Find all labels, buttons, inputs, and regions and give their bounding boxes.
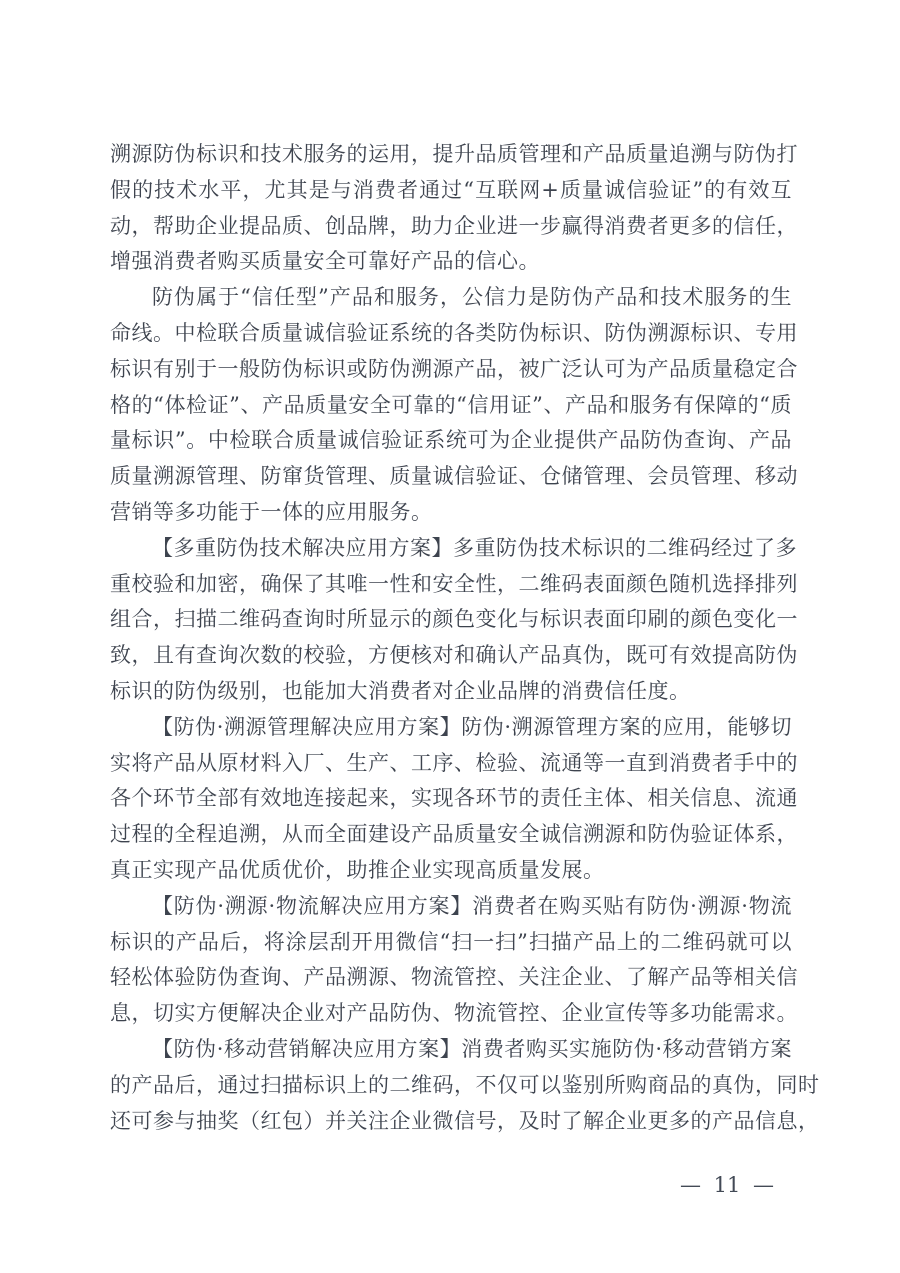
text-line: 量标识”。中检联合质量诚信验证系统可为企业提供产品防伪查询、产品 bbox=[110, 428, 792, 453]
text-line: 【防伪·溯源管理解决应用方案】防伪·溯源管理方案的应用，能够切 bbox=[152, 714, 792, 739]
text-line: 息，切实方便解决企业对产品防伪、物流管控、企业宣传等多功能需求。 bbox=[110, 1001, 798, 1026]
text-line: 过程的全程追溯，从而全面建设产品质量安全诚信溯源和防伪验证体系， bbox=[110, 822, 798, 847]
text-line: 溯源防伪标识和技术服务的运用，提升品质管理和产品质量追溯与防伪打 bbox=[110, 142, 798, 166]
document-body bbox=[110, 137, 820, 1139]
text-line: 各个环节全部有效地连接起来，实现各环节的责任主体、相关信息、流通 bbox=[110, 786, 798, 811]
text-line: 防伪属于“信任型”产品和服务，公信力是防伪产品和技术服务的生 bbox=[152, 285, 792, 310]
text-line: 营销等多功能于一体的应用服务。 bbox=[110, 499, 433, 524]
text-line: 标识的防伪级别，也能加大消费者对企业品牌的消费信任度。 bbox=[110, 678, 691, 703]
text-line: 的产品后，通过扫描标识上的二维码，不仅可以鉴别所购商品的真伪，同时 bbox=[110, 1072, 820, 1097]
text-line: 【多重防伪技术解决应用方案】多重防伪技术标识的二维码经过了多 bbox=[152, 535, 797, 560]
text-line: 动，帮助企业提品质、创品牌，助力企业进一步赢得消费者更多的信任， bbox=[110, 213, 798, 238]
text-line: 还可参与抽奖（红包）并关注企业微信号，及时了解企业更多的产品信息， bbox=[110, 1108, 820, 1133]
text-line: 增强消费者购买质量安全可靠好产品的信心。 bbox=[110, 249, 540, 274]
text-line: 组合，扫描二维码查询时所显示的颜色变化与标识表面印刷的颜色变化一 bbox=[110, 607, 798, 632]
text-line: 致，且有查询次数的校验，方便核对和确认产品真伪，既可有效提高防伪 bbox=[110, 643, 798, 668]
text-line: 轻松体验防伪查询、产品溯源、物流管控、关注企业、了解产品等相关信 bbox=[110, 965, 798, 990]
text-line: 标识的产品后，将涂层刮开用微信“扫一扫”扫描产品上的二维码就可以 bbox=[110, 929, 792, 954]
text-line: 【防伪·移动营销解决应用方案】消费者购买实施防伪·移动营销方案 bbox=[152, 1036, 792, 1061]
page-number: — 11 — bbox=[679, 1173, 775, 1197]
text-line: 命线。中检联合质量诚信验证系统的各类防伪标识、防伪溯源标识、专用 bbox=[110, 320, 798, 345]
text-line: 质量溯源管理、防窜货管理、质量诚信验证、仓储管理、会员管理、移动 bbox=[110, 464, 798, 489]
text-line: 格的“体检证”、产品质量安全可靠的“信用证”、产品和服务有保障的“质 bbox=[110, 392, 792, 417]
text-line: 真正实现产品优质优价，助推企业实现高质量发展。 bbox=[110, 857, 605, 882]
text-line: 假的技术水平，尤其是与消费者通过“互联网+质量诚信验证”的有效互 bbox=[110, 177, 792, 202]
text-line: 标识有别于一般防伪标识或防伪溯源产品，被广泛认可为产品质量稳定合 bbox=[110, 356, 798, 381]
text-line: 实将产品从原材料入厂、生产、工序、检验、流通等一直到消费者手中的 bbox=[110, 750, 798, 775]
text-line: 【防伪·溯源·物流解决应用方案】消费者在购买贴有防伪·溯源·物流 bbox=[152, 893, 792, 918]
text-line: 重校验和加密，确保了其唯一性和安全性，二维码表面颜色随机选择排列 bbox=[110, 571, 798, 596]
